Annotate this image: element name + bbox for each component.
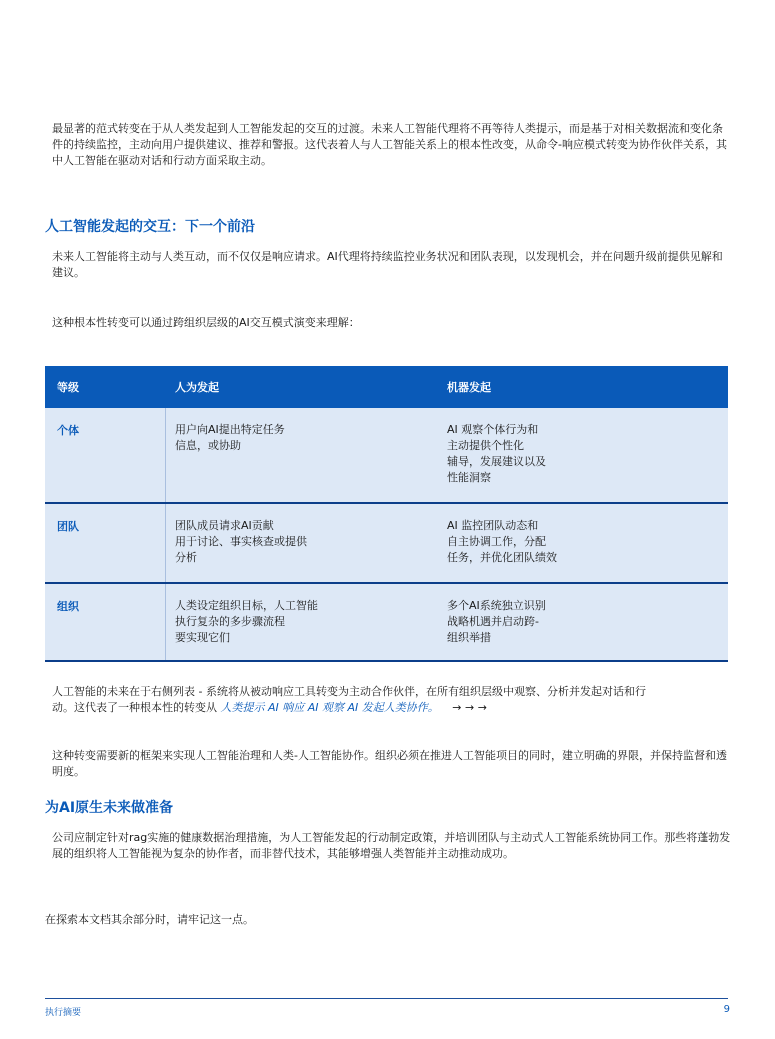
arrows: → → → [452, 701, 487, 714]
interaction-levels-table [45, 366, 728, 662]
section-heading-ai-initiated: 人工智能发起的交互：下一个前沿 [45, 219, 255, 235]
table-intro-paragraph: 这种根本性转变可以通过跨组织层级的AI交互模式演变来理解： [52, 316, 360, 329]
governance-paragraph: 这种转变需要新的框架来实现人工智能治理和人类-人工智能协作。组织必须在推进人工智能项目的同时，建立明确的界限，并保持监督和透明度。 [52, 749, 727, 778]
cell-machine-organization: 多个AI系统独立识别 战略机遇并启动跨- 组织举措 [447, 599, 546, 644]
row-level-team: 团队 [57, 520, 79, 533]
footer-divider [45, 998, 728, 999]
table-header-row [45, 366, 728, 408]
row-level-individual: 个体 [57, 424, 79, 437]
paradigm-shift-text: 人类提示 AI 响应 AI 观察 AI 发起人类协作。 [220, 701, 439, 714]
table-row-organization [45, 584, 728, 662]
page-number: 9 [723, 1004, 730, 1015]
section-heading-ai-native: 为AI原生未来做准备 [45, 800, 174, 816]
header-human-initiated: 人为发起 [175, 381, 219, 394]
closing-paragraph: 在探索本文档其余部分时，请牢记这一点。 [45, 913, 254, 926]
after-table-paragraph: 人工智能的未来在于右侧列表 - 系统将从被动响应工具转变为主动合作伙伴，在所有组织层级中观察、分析并发起对话和行 动。这代表了一种根本性的转变从 人类提示 AI 响应 AI 观察 AI 发起人类协作。 → → → [52, 685, 646, 714]
row-level-organization: 组织 [57, 600, 79, 613]
cell-machine-individual: AI 观察个体行为和 主动提供个性化 辅导，发展建议以及 性能洞察 [447, 423, 546, 484]
header-machine-initiated: 机器发起 [447, 381, 491, 394]
cell-human-organization: 人类设定组织目标，人工智能 执行复杂的多步骤流程 要实现它们 [175, 599, 318, 644]
cell-human-individual: 用户向AI提出特定任务 信息，或协助 [175, 423, 285, 452]
cell-machine-team: AI 监控团队动态和 自主协调工作，分配 任务，并优化团队绩效 [447, 519, 557, 564]
cell-human-team: 团队成员请求AI贡献 用于讨论、事实核查或提供 分析 [175, 519, 307, 564]
table-row-team [45, 504, 728, 584]
header-level: 等级 [57, 381, 79, 394]
section1-paragraph: 未来人工智能将主动与人类互动，而不仅仅是响应请求。AI代理将持续监控业务状况和团队表现，以发现机会，并在问题升级前提供见解和建议。 [52, 250, 723, 279]
table-row-individual [45, 408, 728, 504]
section2-paragraph: 公司应制定针对rag实施的健康数据治理措施，为人工智能发起的行动制定政策，并培训团队与主动式人工智能系统协同工作。那些将蓬勃发展的组织将人工智能视为复杂的协作者，而非替代技术，其能够增强人类智能并主动推动成功。 [52, 831, 731, 860]
footer-section-label: 执行摘要 [45, 1008, 82, 1018]
intro-paragraph: 最显著的范式转变在于从人类发起到人工智能发起的交互的过渡。未来人工智能代理将不再等待人类提示，而是基于对相关数据流和变化条件的持续监控，主动向用户提供建议、推荐和警报。这代表着人与人工智能关系上的根本性改变，从命令-响应模式转变为协作伙伴关系，其中人工智能在驱动对话和行动方面采取主动。 [52, 122, 727, 167]
